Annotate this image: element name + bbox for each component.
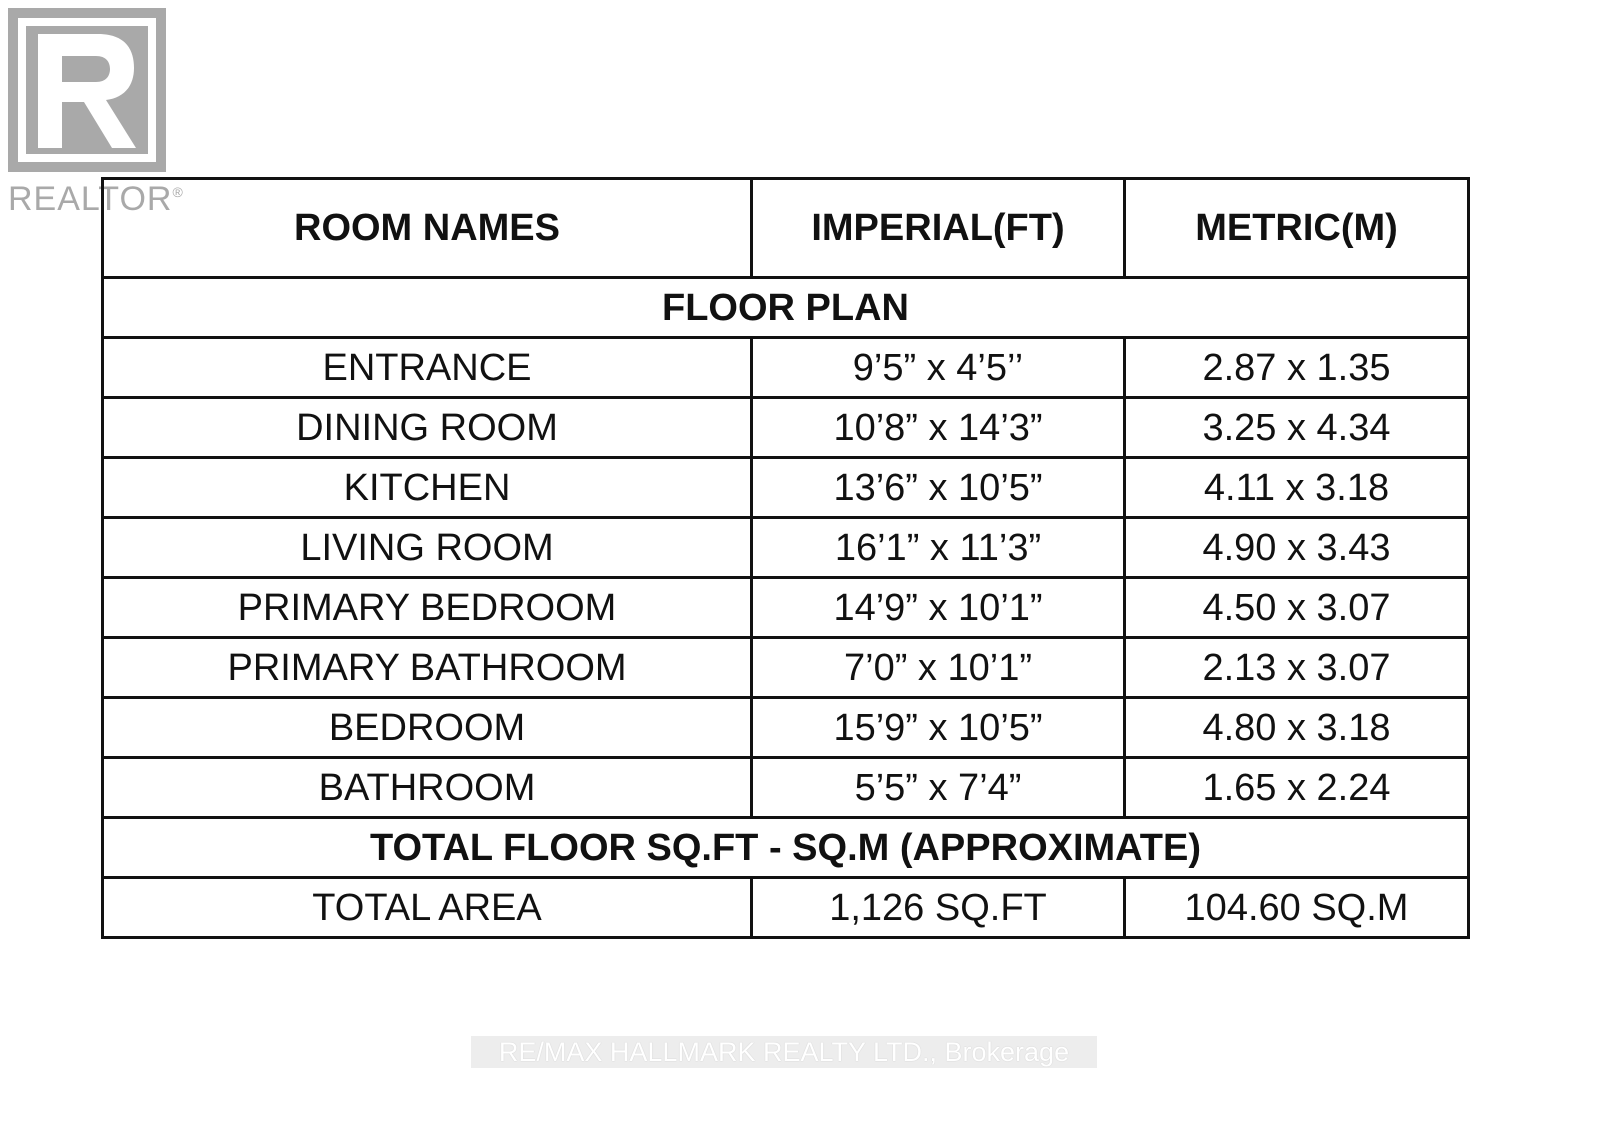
table-row bbox=[103, 458, 1469, 518]
table-row bbox=[103, 698, 1469, 758]
imperial-cell: 5’5” x 7’4” bbox=[752, 758, 1125, 818]
room-dimensions-table bbox=[101, 177, 1470, 939]
header-row bbox=[103, 179, 1469, 278]
room-name-cell: PRIMARY BATHROOM bbox=[103, 638, 752, 698]
realtor-r-icon bbox=[8, 8, 166, 172]
imperial-cell: 7’0” x 10’1” bbox=[752, 638, 1125, 698]
total-name-cell: TOTAL AREA bbox=[103, 878, 752, 938]
brokerage-watermark: RE/MAX HALLMARK REALTY LTD., Brokerage bbox=[471, 1036, 1097, 1068]
header-metric: METRIC(M) bbox=[1125, 179, 1469, 278]
metric-cell: 3.25 x 4.34 bbox=[1125, 398, 1469, 458]
total-metric-cell: 104.60 SQ.M bbox=[1125, 878, 1469, 938]
header-imperial: IMPERIAL(FT) bbox=[752, 179, 1125, 278]
metric-cell: 2.87 x 1.35 bbox=[1125, 338, 1469, 398]
imperial-cell: 14’9” x 10’1” bbox=[752, 578, 1125, 638]
table-row bbox=[103, 638, 1469, 698]
total-section-title: TOTAL FLOOR SQ.FT - SQ.M (APPROXIMATE) bbox=[103, 818, 1469, 878]
room-name-cell: ENTRANCE bbox=[103, 338, 752, 398]
metric-cell: 4.90 x 3.43 bbox=[1125, 518, 1469, 578]
imperial-cell: 13’6” x 10’5” bbox=[752, 458, 1125, 518]
table-row bbox=[103, 578, 1469, 638]
section-title: FLOOR PLAN bbox=[103, 278, 1469, 338]
room-name-cell: KITCHEN bbox=[103, 458, 752, 518]
table-row bbox=[103, 338, 1469, 398]
realtor-wordmark-text: REALTOR bbox=[8, 180, 173, 218]
table-row bbox=[103, 398, 1469, 458]
imperial-cell: 16’1” x 11’3” bbox=[752, 518, 1125, 578]
metric-cell: 4.11 x 3.18 bbox=[1125, 458, 1469, 518]
header-room-names: ROOM NAMES bbox=[103, 179, 752, 278]
section-row-floor-plan bbox=[103, 278, 1469, 338]
room-name-cell: PRIMARY BEDROOM bbox=[103, 578, 752, 638]
total-row bbox=[103, 878, 1469, 938]
section-row-total bbox=[103, 818, 1469, 878]
metric-cell: 4.80 x 3.18 bbox=[1125, 698, 1469, 758]
metric-cell: 2.13 x 3.07 bbox=[1125, 638, 1469, 698]
room-name-cell: DINING ROOM bbox=[103, 398, 752, 458]
room-name-cell: BATHROOM bbox=[103, 758, 752, 818]
room-name-cell: BEDROOM bbox=[103, 698, 752, 758]
imperial-cell: 15’9” x 10’5” bbox=[752, 698, 1125, 758]
table-row bbox=[103, 758, 1469, 818]
metric-cell: 4.50 x 3.07 bbox=[1125, 578, 1469, 638]
total-imperial-cell: 1,126 SQ.FT bbox=[752, 878, 1125, 938]
imperial-cell: 10’8” x 14’3” bbox=[752, 398, 1125, 458]
registered-mark: ® bbox=[172, 184, 184, 200]
table-row bbox=[103, 518, 1469, 578]
imperial-cell: 9’5” x 4’5’’ bbox=[752, 338, 1125, 398]
room-name-cell: LIVING ROOM bbox=[103, 518, 752, 578]
metric-cell: 1.65 x 2.24 bbox=[1125, 758, 1469, 818]
